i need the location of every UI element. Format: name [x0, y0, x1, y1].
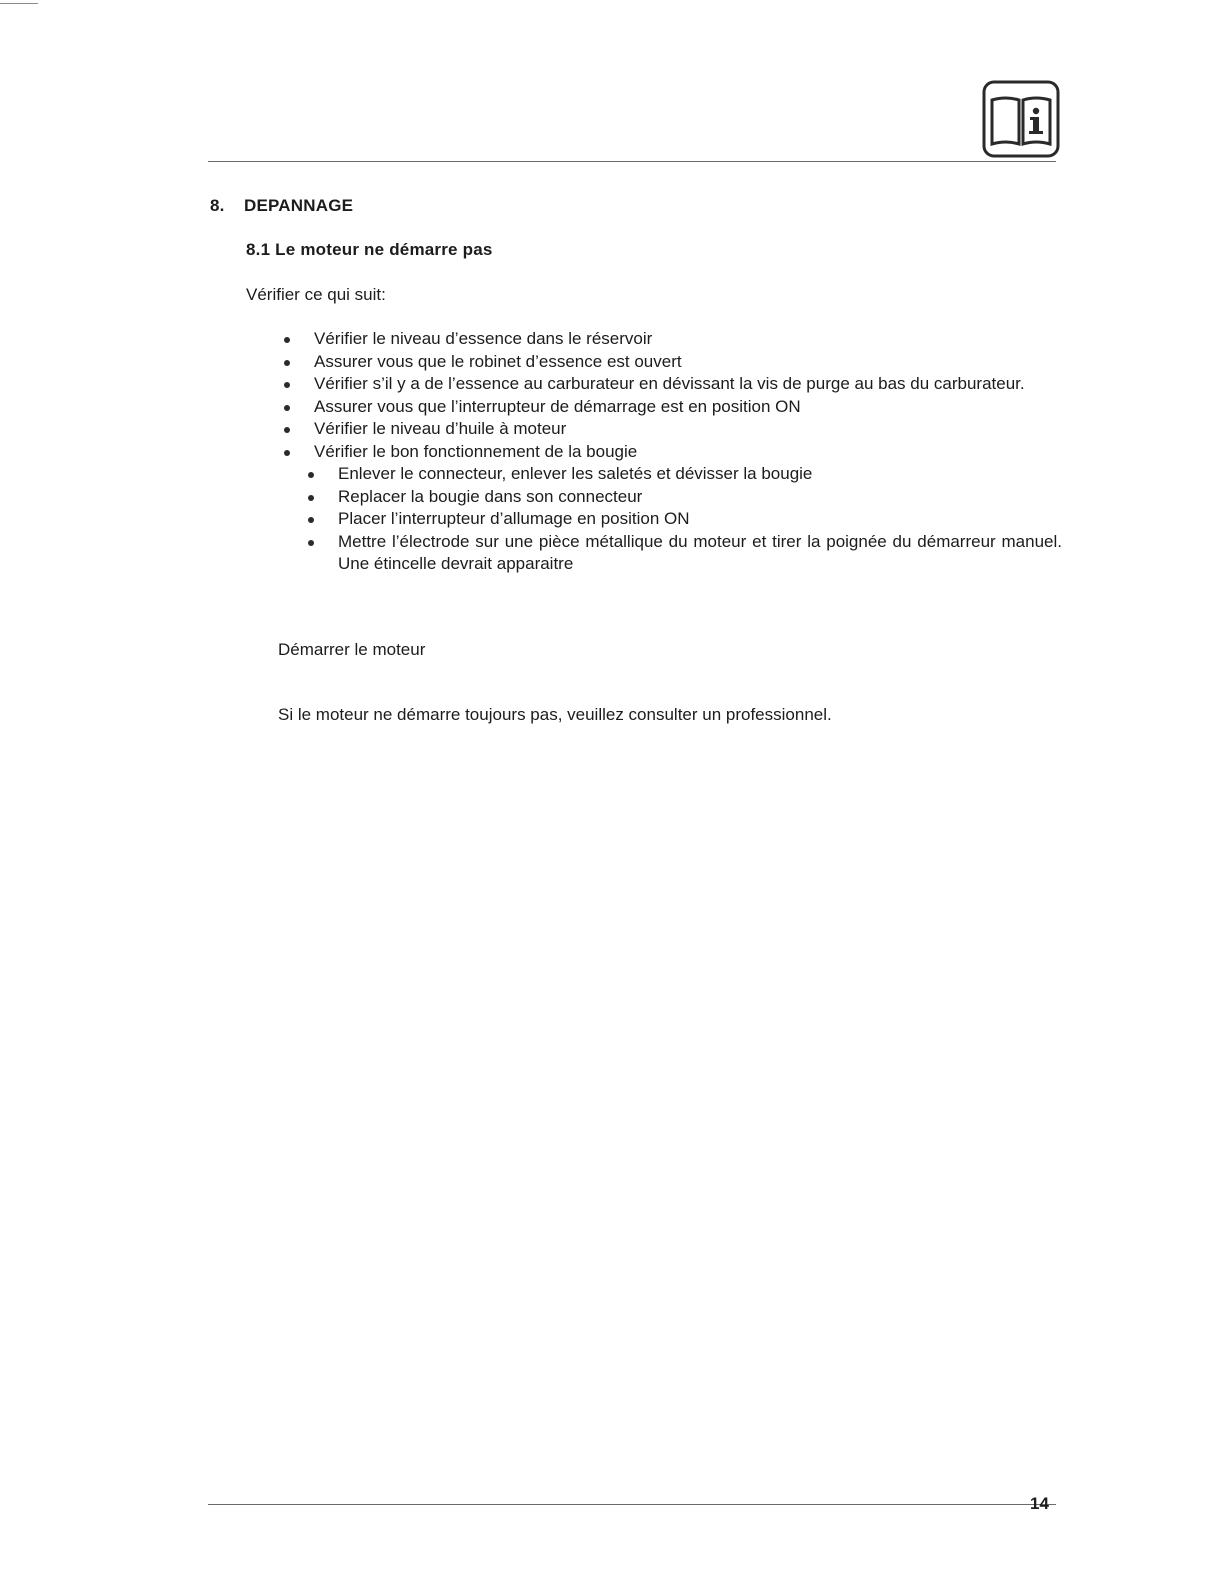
- list-item: Mettre l’électrode sur une pièce métallique du moteur et tirer la poignée du démarreur manuel. Une étincelle devrait apparaitre: [304, 531, 1062, 576]
- list-item: Vérifier le bon fonctionnement de la bougie: [270, 441, 1062, 464]
- section-title: DEPANNAGE: [244, 196, 354, 215]
- footer-rule: [208, 1504, 1056, 1505]
- list-item: Vérifier le niveau d’huile à moteur: [270, 418, 1062, 441]
- consult-professional-text: Si le moteur ne démarre toujours pas, veuillez consulter un professionnel.: [278, 705, 832, 724]
- section-number: 8.: [210, 196, 225, 215]
- scan-mark: [0, 3, 38, 4]
- intro-text: Vérifier ce qui suit:: [246, 285, 386, 304]
- page-number: 14: [1030, 1494, 1049, 1513]
- list-item: Vérifier s’il y a de l’essence au carburateur en dévissant la vis de purge au bas du carburateur.: [270, 373, 1062, 396]
- list-item: Assurer vous que l’interrupteur de démarrage est en position ON: [270, 396, 1062, 419]
- list-item: Assurer vous que le robinet d’essence est ouvert: [270, 351, 1062, 374]
- subsection-heading: 8.1 Le moteur ne démarre pas: [246, 240, 493, 259]
- start-engine-text: Démarrer le moteur: [278, 640, 426, 659]
- list-item: Placer l’interrupteur d’allumage en position ON: [304, 508, 1062, 531]
- sub-list-wrapper: [270, 463, 1062, 576]
- list-item: Vérifier le niveau d’essence dans le réservoir: [270, 328, 1062, 351]
- spark-plug-steps: [304, 463, 1062, 576]
- header-rule: [208, 161, 1056, 162]
- list-item: Replacer la bougie dans son connecteur: [304, 486, 1062, 509]
- section-heading: [210, 196, 353, 216]
- list-item: Enlever le connecteur, enlever les saletés et dévisser la bougie: [304, 463, 1062, 486]
- info-manual-icon: [982, 80, 1060, 160]
- checklist: [270, 328, 1062, 576]
